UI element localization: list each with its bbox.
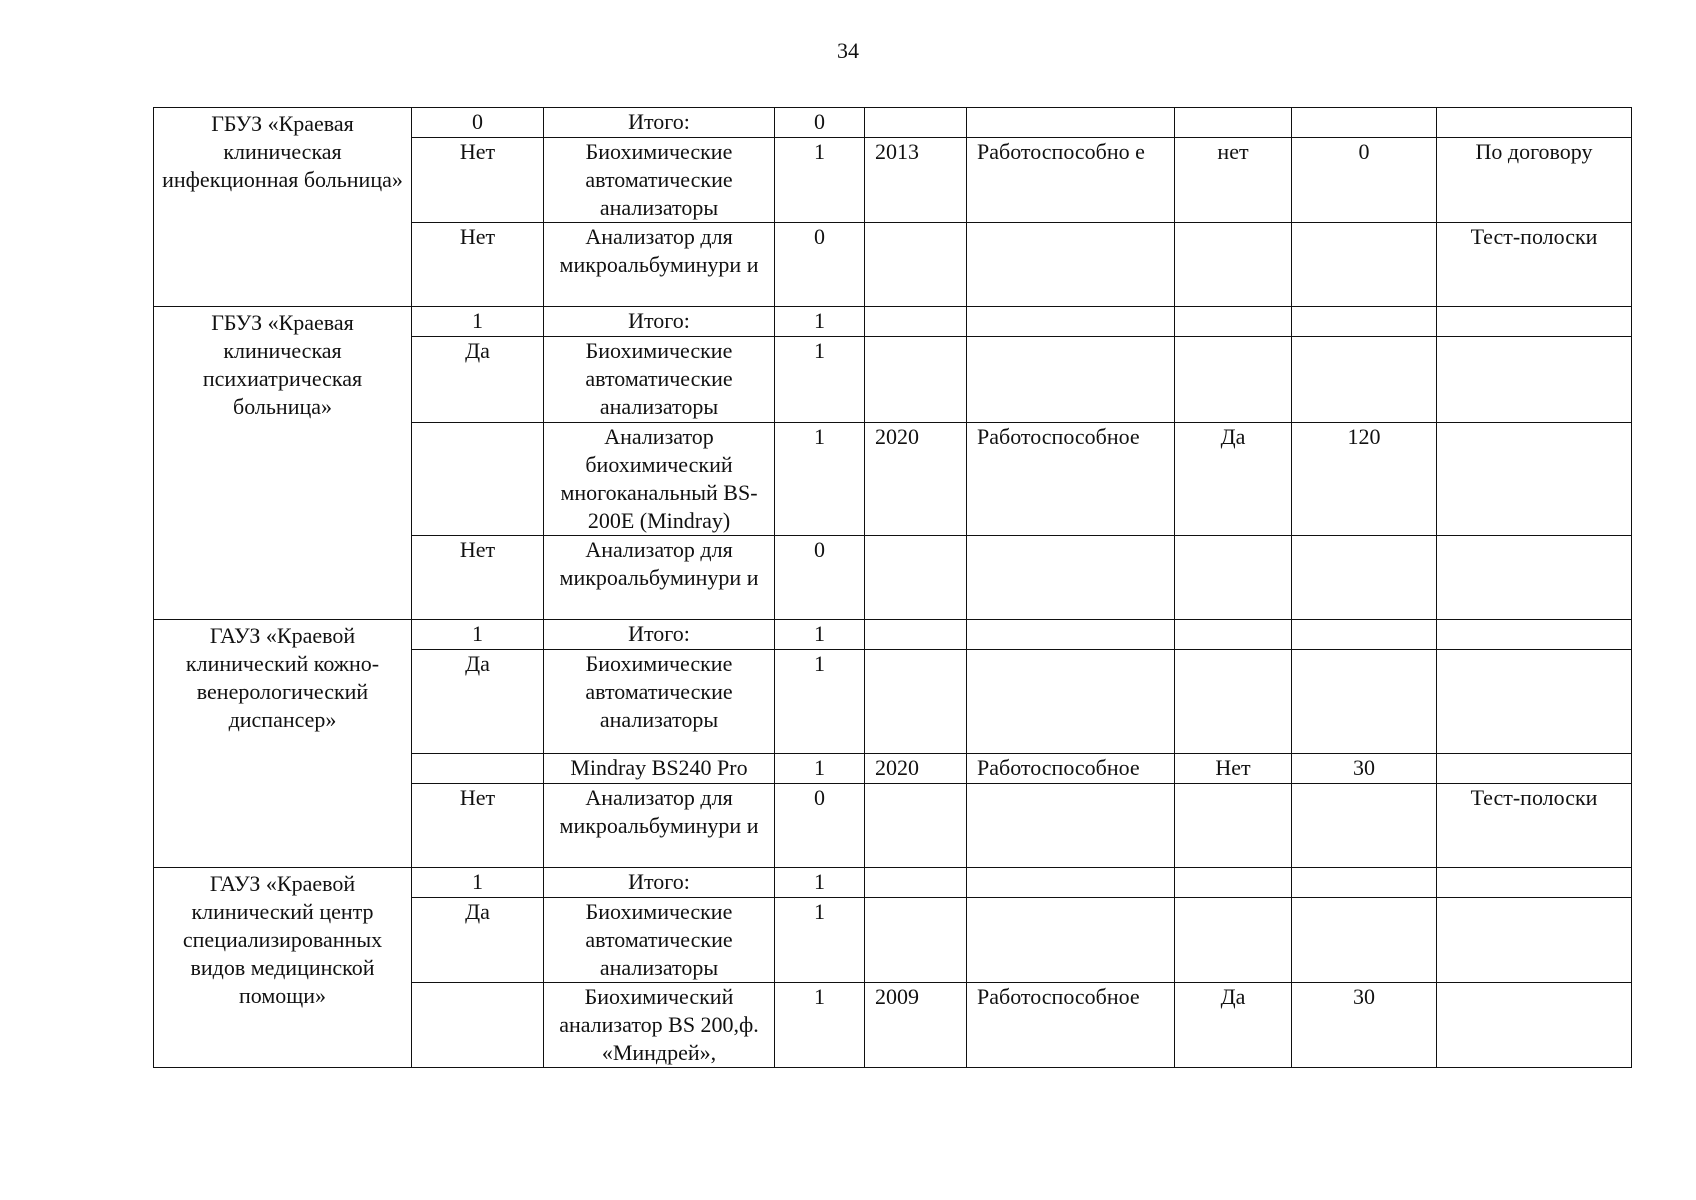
- cell-c2: Нет: [412, 784, 544, 868]
- cell-c7: Да: [1175, 423, 1292, 536]
- cell-c2: Да: [412, 650, 544, 754]
- cell-c9: [1437, 423, 1632, 536]
- cell-c7: [1175, 307, 1292, 337]
- cell-c2: Да: [412, 337, 544, 423]
- cell-c3: Mindray BS240 Pro: [544, 754, 775, 784]
- table-row: [154, 620, 1632, 650]
- cell-c8: 30: [1292, 983, 1437, 1068]
- cell-c6: [967, 620, 1175, 650]
- cell-c4: 1: [775, 307, 865, 337]
- cell-c8: [1292, 307, 1437, 337]
- cell-c2: [412, 754, 544, 784]
- cell-c4: 1: [775, 620, 865, 650]
- cell-c8: [1292, 650, 1437, 754]
- cell-c4: 0: [775, 536, 865, 620]
- cell-c4: 1: [775, 868, 865, 898]
- cell-c9: [1437, 898, 1632, 983]
- cell-c9: [1437, 650, 1632, 754]
- cell-c7: нет: [1175, 138, 1292, 223]
- cell-c4: 1: [775, 423, 865, 536]
- cell-c6: Работоспособное: [967, 983, 1175, 1068]
- cell-c6: [967, 898, 1175, 983]
- cell-c2: [412, 423, 544, 536]
- cell-c4: 1: [775, 138, 865, 223]
- cell-c3: Анализатор для микроальбуминури и: [544, 784, 775, 868]
- cell-c7: [1175, 650, 1292, 754]
- cell-c5: [865, 337, 967, 423]
- equipment-table: [153, 107, 1632, 1068]
- cell-c8: [1292, 337, 1437, 423]
- cell-c3: Итого:: [544, 620, 775, 650]
- cell-c5: [865, 620, 967, 650]
- cell-c7: Нет: [1175, 754, 1292, 784]
- cell-c4: 0: [775, 784, 865, 868]
- cell-c9: [1437, 754, 1632, 784]
- organization-name: ГАУЗ «Краевой клинический центр специализированных видов медицинской помощи»: [154, 868, 412, 1068]
- cell-c9: Тест-полоски: [1437, 223, 1632, 307]
- cell-c8: 30: [1292, 754, 1437, 784]
- cell-c8: [1292, 108, 1437, 138]
- cell-c5: [865, 223, 967, 307]
- cell-c7: [1175, 337, 1292, 423]
- cell-c8: [1292, 223, 1437, 307]
- cell-c6: Работоспособно е: [967, 138, 1175, 223]
- cell-c6: [967, 337, 1175, 423]
- cell-c7: [1175, 108, 1292, 138]
- cell-c2: Нет: [412, 536, 544, 620]
- cell-c8: [1292, 536, 1437, 620]
- cell-c6: [967, 536, 1175, 620]
- cell-c5: [865, 307, 967, 337]
- cell-c2: Нет: [412, 138, 544, 223]
- cell-c6: [967, 650, 1175, 754]
- cell-c2: 1: [412, 868, 544, 898]
- cell-c5: [865, 650, 967, 754]
- cell-c4: 1: [775, 983, 865, 1068]
- cell-c6: [967, 307, 1175, 337]
- cell-c7: [1175, 784, 1292, 868]
- cell-c6: Работоспособное: [967, 754, 1175, 784]
- page-number: 34: [837, 38, 859, 63]
- table-row: [154, 108, 1632, 138]
- cell-c3: Биохимические автоматические анализаторы: [544, 898, 775, 983]
- cell-c5: [865, 868, 967, 898]
- cell-c5: [865, 898, 967, 983]
- cell-c2: 1: [412, 307, 544, 337]
- cell-c9: По договору: [1437, 138, 1632, 223]
- organization-name: ГАУЗ «Краевой клинический кожно-венерологический диспансер»: [154, 620, 412, 868]
- cell-c8: [1292, 620, 1437, 650]
- cell-c9: [1437, 337, 1632, 423]
- cell-c8: 0: [1292, 138, 1437, 223]
- cell-c8: 120: [1292, 423, 1437, 536]
- cell-c5: 2020: [865, 754, 967, 784]
- cell-c7: [1175, 536, 1292, 620]
- cell-c7: Да: [1175, 983, 1292, 1068]
- cell-c9: [1437, 108, 1632, 138]
- cell-c6: [967, 784, 1175, 868]
- cell-c6: Работоспособное: [967, 423, 1175, 536]
- cell-c4: 1: [775, 754, 865, 784]
- cell-c7: [1175, 620, 1292, 650]
- organization-name: ГБУЗ «Краевая клиническая инфекционная больница»: [154, 108, 412, 307]
- cell-c3: Итого:: [544, 108, 775, 138]
- cell-c9: [1437, 868, 1632, 898]
- cell-c9: Тест-полоски: [1437, 784, 1632, 868]
- cell-c6: [967, 108, 1175, 138]
- cell-c2: Да: [412, 898, 544, 983]
- cell-c3: Итого:: [544, 307, 775, 337]
- cell-c8: [1292, 868, 1437, 898]
- cell-c6: [967, 223, 1175, 307]
- cell-c4: 0: [775, 223, 865, 307]
- organization-name: ГБУЗ «Краевая клиническая психиатрическая больница»: [154, 307, 412, 620]
- cell-c5: 2009: [865, 983, 967, 1068]
- cell-c3: Анализатор для микроальбуминури и: [544, 536, 775, 620]
- cell-c8: [1292, 898, 1437, 983]
- cell-c4: 1: [775, 898, 865, 983]
- cell-c5: [865, 536, 967, 620]
- cell-c5: [865, 108, 967, 138]
- cell-c7: [1175, 898, 1292, 983]
- cell-c2: [412, 983, 544, 1068]
- cell-c3: Анализатор для микроальбуминури и: [544, 223, 775, 307]
- cell-c9: [1437, 307, 1632, 337]
- cell-c5: 2020: [865, 423, 967, 536]
- cell-c8: [1292, 784, 1437, 868]
- cell-c4: 1: [775, 650, 865, 754]
- cell-c6: [967, 868, 1175, 898]
- table-row: [154, 868, 1632, 898]
- cell-c5: 2013: [865, 138, 967, 223]
- cell-c2: Нет: [412, 223, 544, 307]
- table-row: [154, 307, 1632, 337]
- cell-c5: [865, 784, 967, 868]
- cell-c2: 1: [412, 620, 544, 650]
- cell-c2: 0: [412, 108, 544, 138]
- cell-c3: Биохимический анализатор BS 200,ф. «Миндрей»,: [544, 983, 775, 1068]
- cell-c3: Биохимические автоматические анализаторы: [544, 138, 775, 223]
- cell-c7: [1175, 223, 1292, 307]
- cell-c7: [1175, 868, 1292, 898]
- cell-c9: [1437, 536, 1632, 620]
- cell-c9: [1437, 620, 1632, 650]
- cell-c9: [1437, 983, 1632, 1068]
- cell-c3: Итого:: [544, 868, 775, 898]
- cell-c4: 0: [775, 108, 865, 138]
- cell-c3: Биохимические автоматические анализаторы: [544, 337, 775, 423]
- cell-c3: Биохимические автоматические анализаторы: [544, 650, 775, 754]
- cell-c3: Анализатор биохимический многоканальный BS-200E (Mindray): [544, 423, 775, 536]
- cell-c4: 1: [775, 337, 865, 423]
